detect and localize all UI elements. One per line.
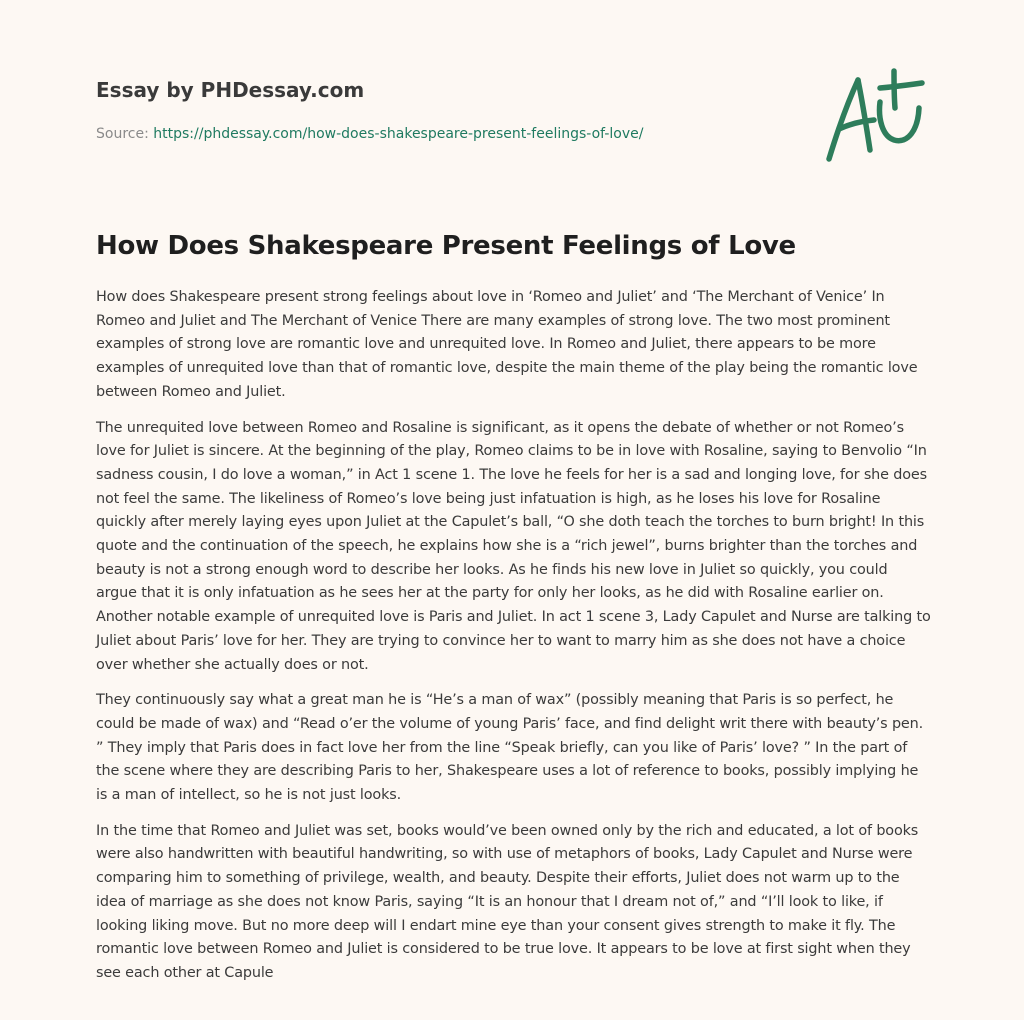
essay-paragraph: The unrequited love between Romeo and Rosaline is significant, as it opens the debate of whether or not Romeo’s love for Juliet is sincere. At the beginning of the play, Romeo claims to be in love with Rosaline, saying to Benvolio “In sadness cousin, I do love a woman,” in Act 1 scene 1. The love he feels for her is a sad and longing love, for she does not feel the same. The likeliness of Romeo’s love being just infatuation is high, as he loses his love for Rosaline quickly after merely laying eyes upon Juliet at the Capulet’s ball, “O she doth teach the torches to burn bright! In this quote and the continuation of the speech, he explains how she is a “rich jewel”, burns brighter than the torches and beauty is not a strong enough word to describe her looks. As he finds his new love in Juliet so quickly, you could argue that it is only infatuation as he sees her at the party for only her looks, as he did with Rosaline earlier on. Another notable example of unrequited love is Paris and Juliet. In act 1 scene 3, Lady Capulet and Nurse are talking to Juliet about Paris’ love for her. They are trying to convince her to want to marry him as she does not have a choice over whether she actually does or not. [96,419,931,673]
a-plus-logo-icon [822,66,928,166]
source-line [96,124,796,144]
essay-paragraph: How does Shakespeare present strong feelings about love in ‘Romeo and Juliet’ and ‘The Merchant of Venice’ In Romeo and Juliet and The Merchant of Venice There are many examples of strong love. The two most prominent examples of strong love are romantic love and unrequited love. In Romeo and Juliet, there appears to be more examples of unrequited love than that of romantic love, despite the main theme of the play being the romantic love between Romeo and Juliet. [96,289,918,400]
essay-paragraph: They continuously say what a great man he is “He’s a man of wax” (possibly meaning that Paris is so perfect, he could be made of wax) and “Read o’er the volume of young Paris’ face, and find delight writ there with beauty’s pen. ” They imply that Paris does in fact love her from the line “Speak briefly, can you like of Paris’ love? ” In the part of the scene where they are describing Paris to her, Shakespeare uses a lot of reference to books, possibly implying he is a man of intellect, so he is not just looks. [96,692,924,804]
site-title: Essay by PHDessay.com [96,78,365,102]
essay-paragraph: In the time that Romeo and Juliet was set, books would’ve been owned only by the rich and educated, a lot of books were also handwritten with beautiful handwriting, so with use of metaphors of books, Lady Capulet and Nurse were comparing him to something of privilege, wealth, and beauty. Despite their efforts, Juliet does not warm up to the idea of marriage as she does not know Paris, saying “It is an honour that I dream not of,” and “I’ll look to like, if looking liking move. But no more deep will I endart mine eye than your consent gives strength to make it fly. The romantic love between Romeo and Juliet is considered to be true love. It appears to be love at first sight when they see each other at Capule [96,822,919,981]
page-header [96,74,796,144]
source-label: Source: [96,126,149,142]
essay-body [96,286,932,998]
essay-title: How Does Shakespeare Present Feelings of Love [96,231,796,261]
source-link[interactable]: https://phdessay.com/how-does-shakespeare-present-feelings-of-love/ [153,126,644,142]
